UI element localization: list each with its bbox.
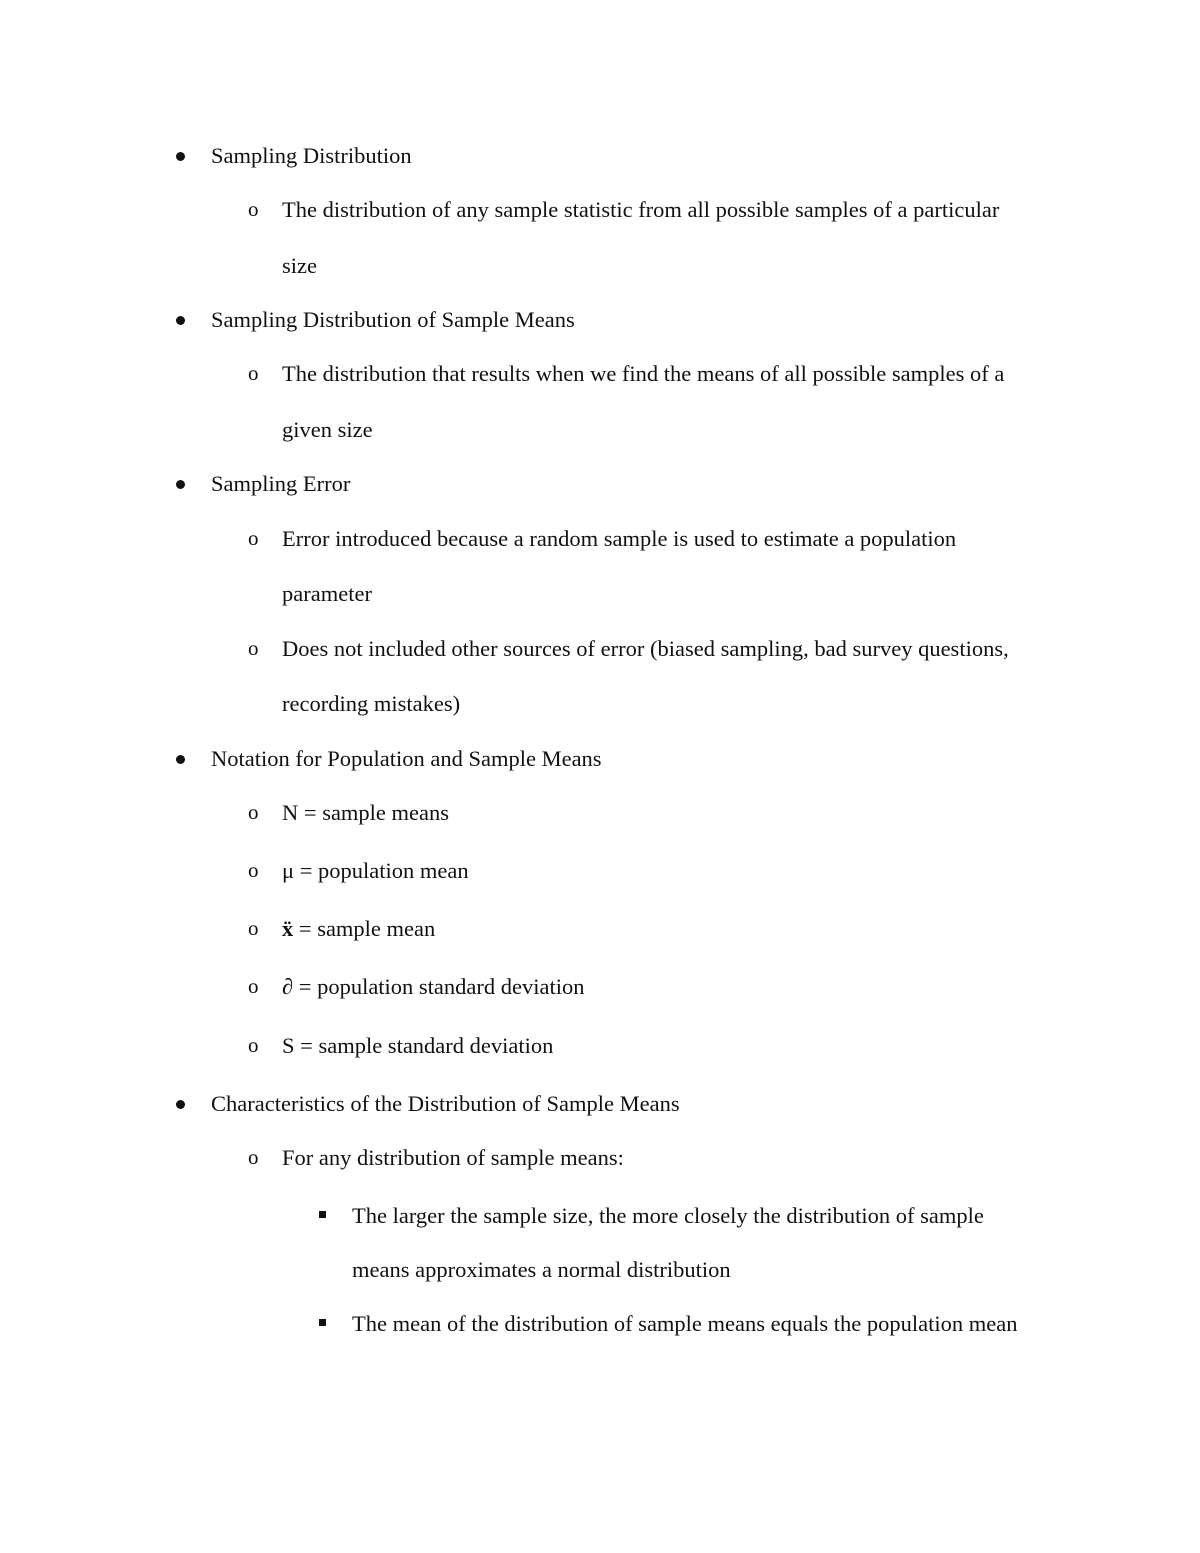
bullet-circle-icon: o bbox=[248, 974, 259, 998]
notation-definition: = sample means bbox=[298, 800, 450, 825]
list-item-text: size bbox=[282, 253, 317, 278]
list-item-text: recording mistakes) bbox=[282, 691, 461, 716]
bullet-disc-icon bbox=[176, 480, 185, 489]
notation-item bbox=[282, 1035, 553, 1058]
notation-definition: = sample mean bbox=[293, 916, 436, 941]
list-item-text: The distribution that results when we find the means of all possible samples of a bbox=[282, 361, 1005, 386]
notation-item bbox=[282, 976, 585, 999]
notation-item bbox=[282, 802, 449, 825]
notation-symbol: N bbox=[282, 800, 299, 825]
bullet-circle-icon: o bbox=[248, 1145, 259, 1169]
notation-definition: = population mean bbox=[294, 858, 469, 883]
list-item-text: For any distribution of sample means: bbox=[282, 1145, 624, 1170]
bullet-circle-icon: o bbox=[248, 197, 259, 221]
list-item-text: Does not included other sources of error (biased sampling, bad survey questions, bbox=[282, 636, 1009, 661]
notation-item bbox=[282, 860, 469, 883]
notation-definition: = population standard deviation bbox=[293, 974, 585, 999]
bullet-circle-icon: o bbox=[248, 858, 259, 882]
bullet-circle-icon: o bbox=[248, 361, 259, 385]
list-item-text: parameter bbox=[282, 581, 372, 606]
bullet-circle-icon: o bbox=[248, 636, 259, 660]
bullet-square-icon bbox=[319, 1211, 326, 1218]
notation-symbol: ẍ bbox=[282, 916, 294, 941]
list-item-heading: Notation for Population and Sample Means bbox=[211, 746, 602, 771]
notation-definition: = sample standard deviation bbox=[294, 1033, 554, 1058]
list-item-text: given size bbox=[282, 417, 373, 442]
list-item-heading: Characteristics of the Distribution of Sample Means bbox=[211, 1091, 680, 1116]
list-item-text: Error introduced because a random sample is used to estimate a population bbox=[282, 526, 957, 551]
bullet-circle-icon: o bbox=[248, 916, 259, 940]
list-item-text: The mean of the distribution of sample means equals the population mean bbox=[352, 1311, 1018, 1336]
bullet-disc-icon bbox=[176, 1100, 185, 1109]
bullet-disc-icon bbox=[176, 152, 185, 161]
bullet-circle-icon: o bbox=[248, 526, 259, 550]
list-item-heading: Sampling Distribution bbox=[211, 143, 412, 168]
bullet-square-icon bbox=[319, 1319, 326, 1326]
notation-item bbox=[282, 918, 435, 941]
list-item-text: The larger the sample size, the more closely the distribution of sample bbox=[352, 1203, 984, 1228]
bullet-disc-icon bbox=[176, 316, 185, 325]
list-item-text: The distribution of any sample statistic from all possible samples of a particular bbox=[282, 197, 1000, 222]
bullet-circle-icon: o bbox=[248, 800, 259, 824]
bullet-disc-icon bbox=[176, 755, 185, 764]
notation-symbol: ∂ bbox=[282, 974, 294, 999]
list-item-heading: Sampling Error bbox=[211, 471, 351, 496]
notation-symbol: S bbox=[282, 1033, 295, 1058]
list-item-heading: Sampling Distribution of Sample Means bbox=[211, 307, 575, 332]
notation-symbol: μ bbox=[282, 858, 295, 883]
bullet-circle-icon: o bbox=[248, 1033, 259, 1057]
list-item-text: means approximates a normal distribution bbox=[352, 1257, 731, 1282]
